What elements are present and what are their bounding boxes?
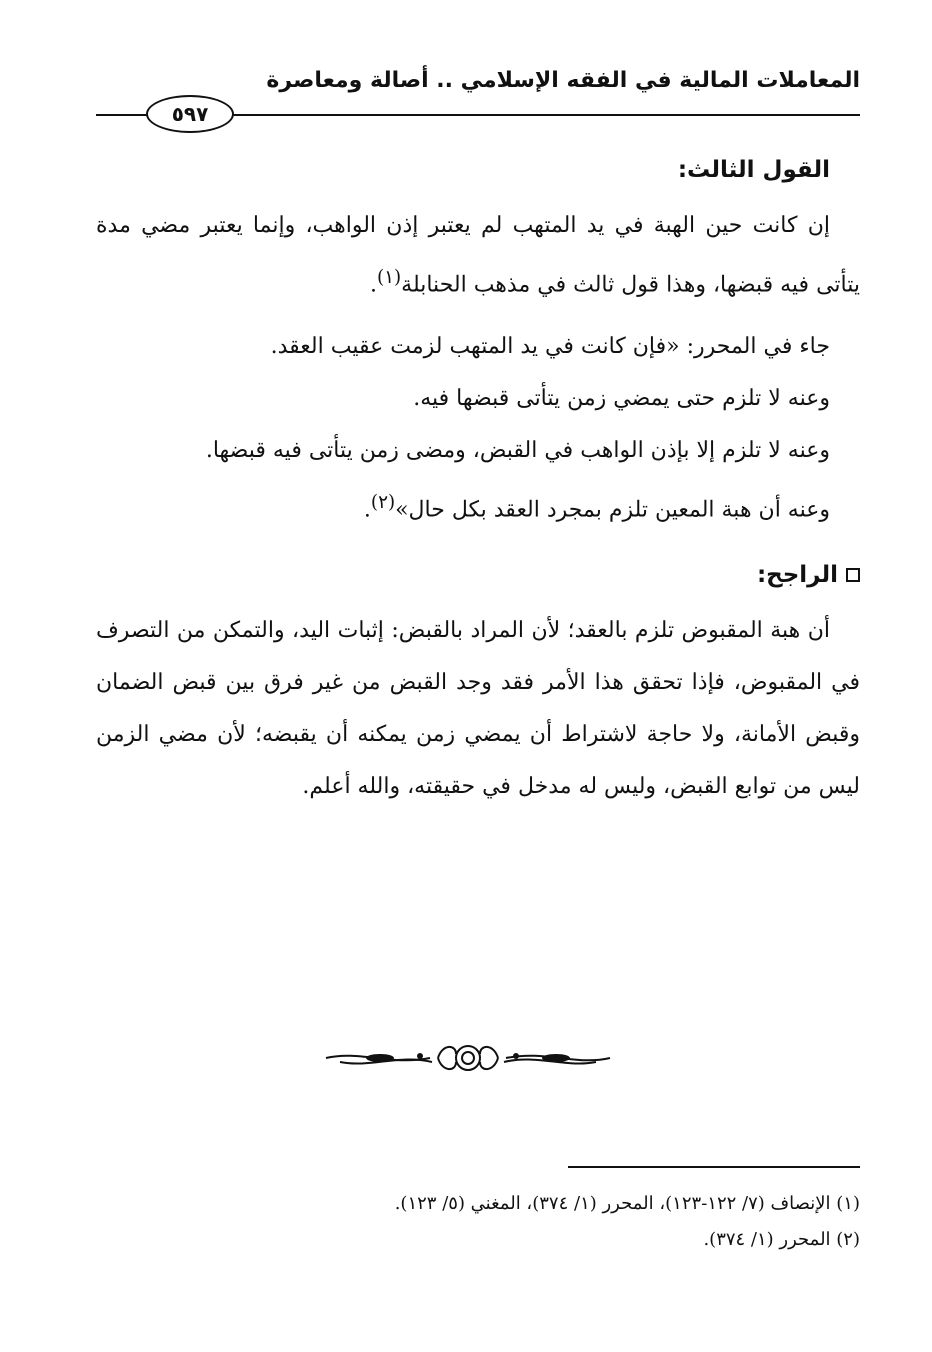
footnote-ref-2: (٢) xyxy=(370,492,396,514)
footnote-2: (٢) المحرر (١/ ٣٧٤). xyxy=(703,1229,860,1250)
page-number-badge xyxy=(146,95,234,133)
quote-line-4-text: وعنه أن هبة المعين تلزم بمجرد العقد بكل حال» xyxy=(395,497,830,523)
heading-preferred-text: الراجح: xyxy=(756,561,838,588)
paragraph-preferred-opinion: أن هبة المقبوض تلزم بالعقد؛ لأن المراد بالقبض: إثبات اليد، والتمكن من التصرف في المقبوض، فإذا تحقق هذا الأمر فقد وجد القبض من غير فرق بين قبض الضمان وقبض الأمانة، ولا حاجة لاشتراط أن يمضي زمن يمكنه أن يقبضه؛ لأن مضي الزمن ليس من توابع القبض، وليس له مدخل في حقيقته، والله أعلم. xyxy=(96,617,860,799)
quote-line-2: وعنه لا تلزم حتى يمضي زمن يتأتى قبضها فيه. xyxy=(413,386,830,412)
square-bullet-icon xyxy=(846,568,860,582)
paragraph-third-opinion xyxy=(96,200,860,311)
quote-line-3: وعنه لا تلزم إلا بإذن الواهب في القبض، ومضى زمن يتأتى فيه قبضها. xyxy=(205,438,830,464)
main-text xyxy=(96,150,860,813)
running-title: المعاملات المالية في الفقه الإسلامي .. أصالة ومعاصرة xyxy=(266,68,860,93)
paragraph-end-mark: . xyxy=(369,272,377,298)
footnote-ref-1: (١) xyxy=(376,267,402,288)
quote-line-4 xyxy=(96,477,860,536)
quote-end-mark: . xyxy=(363,497,371,523)
heading-third-opinion: القول الثالث: xyxy=(677,157,830,183)
paragraph-third-opinion-text: إن كانت حين الهبة في يد المتهب لم يعتبر إذن الواهب، وإنما يعتبر مضي مدة يتأتى فيه قبضها، وهذا قول ثالث في مذهب الحنابلة xyxy=(96,213,860,298)
footnote-1: (١) الإنصاف (٧/ ١٢٢-١٢٣)، المحرر (١/ ٣٧٤)، المغني (٥/ ١٢٣). xyxy=(394,1193,860,1214)
footnotes xyxy=(96,1186,860,1258)
footnote-rule xyxy=(568,1166,860,1168)
page-number: ٥٩٧ xyxy=(171,102,209,126)
ornament-divider-icon xyxy=(320,1040,616,1076)
heading-preferred-opinion xyxy=(96,555,860,595)
quote-line-1: جاء في المحرر: «فإن كانت في يد المتهب لزمت عقيب العقد. xyxy=(270,334,830,360)
